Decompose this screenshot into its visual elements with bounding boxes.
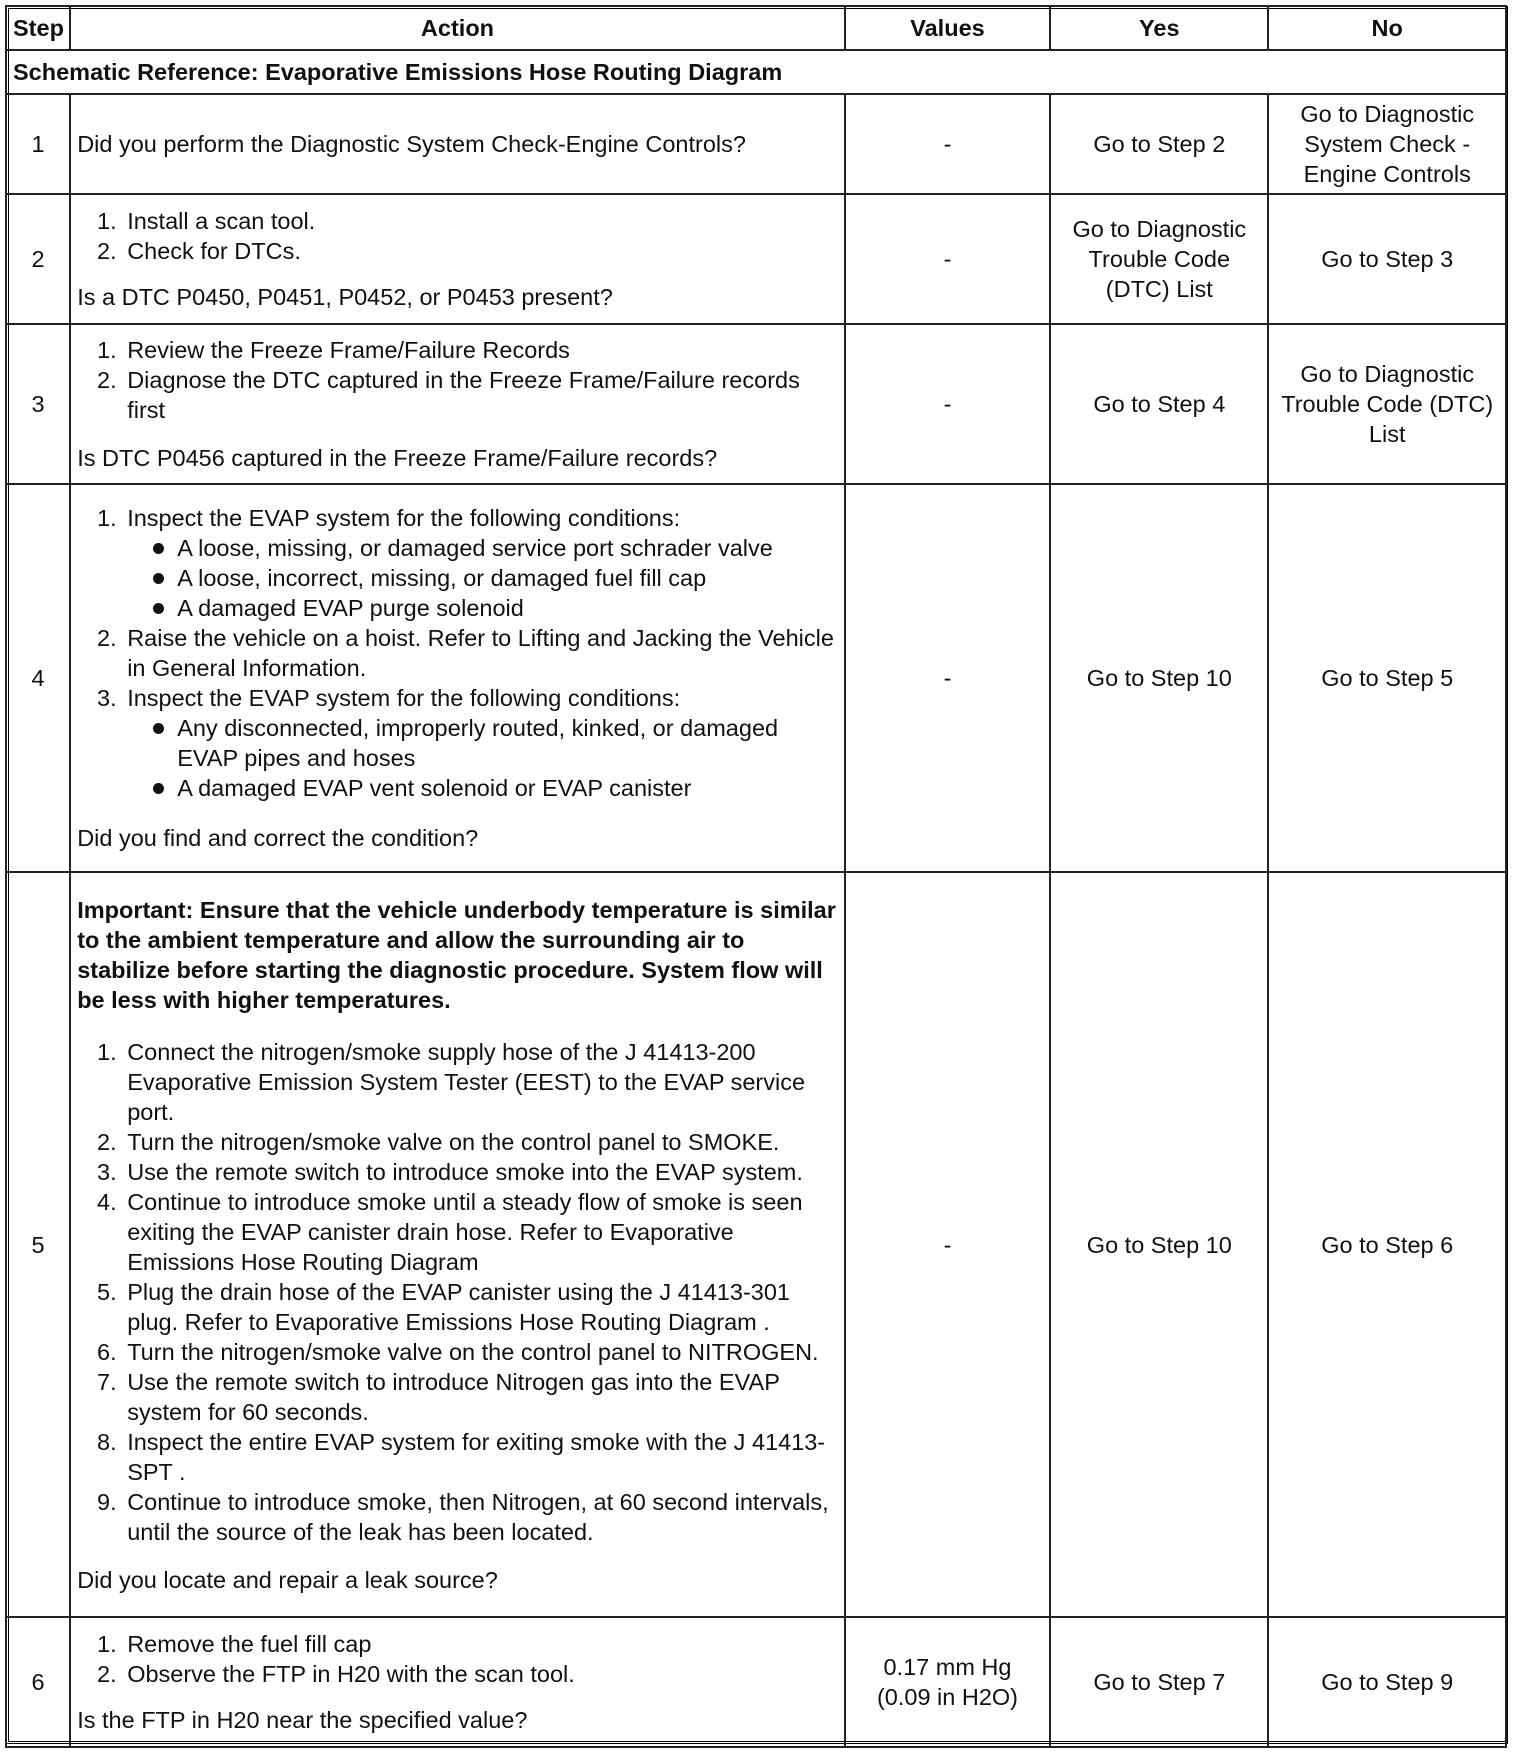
values-cell: - bbox=[845, 872, 1050, 1617]
yes-cell: Go to Step 7 bbox=[1050, 1617, 1268, 1747]
value-line: (0.09 in H2O) bbox=[876, 1684, 1019, 1710]
action-step: 2. Raise the vehicle on a hoist. Refer to Lifting and Jacking the Vehicle in General Information. bbox=[123, 623, 838, 683]
yes-cell: Go to Step 10 bbox=[1050, 484, 1268, 872]
action-question: Is the FTP in H20 near the specified value? bbox=[77, 1707, 528, 1733]
no-cell: Go to Step 6 bbox=[1268, 872, 1506, 1617]
action-steps bbox=[77, 503, 838, 803]
table-row bbox=[6, 324, 1506, 484]
action-cell bbox=[70, 194, 845, 324]
no-cell: Go to Diagnostic Trouble Code (DTC) List bbox=[1268, 324, 1506, 484]
action-step: 1. Remove the fuel fill cap bbox=[123, 1629, 838, 1659]
header-values: Values bbox=[845, 6, 1050, 50]
header-no: No bbox=[1268, 6, 1506, 50]
action-step: 2. Diagnose the DTC captured in the Freeze Frame/Failure records first bbox=[123, 365, 838, 425]
action-step: 9. Continue to introduce smoke, then Nitrogen, at 60 second intervals, until the source of the leak has been located. bbox=[123, 1487, 838, 1547]
no-cell: Go to Step 9 bbox=[1268, 1617, 1506, 1747]
action-step bbox=[123, 503, 838, 623]
table-row bbox=[6, 94, 1506, 194]
step-number: 2 bbox=[6, 194, 70, 324]
values-cell bbox=[845, 1617, 1050, 1747]
action-step: 6. Turn the nitrogen/smoke valve on the control panel to NITROGEN. bbox=[123, 1337, 838, 1367]
header-row bbox=[6, 6, 1506, 50]
values-cell: - bbox=[845, 94, 1050, 194]
action-step: 3. Use the remote switch to introduce smoke into the EVAP system. bbox=[123, 1157, 838, 1187]
action-step: 7. Use the remote switch to introduce Nitrogen gas into the EVAP system for 60 seconds. bbox=[123, 1367, 838, 1427]
action-cell bbox=[70, 484, 845, 872]
action-question: Did you locate and repair a leak source? bbox=[77, 1566, 498, 1593]
condition-item: A loose, missing, or damaged service port schrader valve bbox=[173, 533, 838, 563]
action-step bbox=[123, 683, 838, 803]
action-cell bbox=[70, 324, 845, 484]
table-row bbox=[6, 872, 1506, 1617]
diagnostic-table bbox=[5, 5, 1507, 1748]
values-cell: - bbox=[845, 324, 1050, 484]
step-number: 5 bbox=[6, 872, 70, 1617]
header-action: Action bbox=[70, 6, 845, 50]
header-step: Step bbox=[6, 6, 70, 50]
step-number: 4 bbox=[6, 484, 70, 872]
no-cell: Go to Step 5 bbox=[1268, 484, 1506, 872]
no-cell: Go to Step 3 bbox=[1268, 194, 1506, 324]
condition-list bbox=[127, 713, 838, 803]
action-step: 5. Plug the drain hose of the EVAP canister using the J 41413-301 plug. Refer to Evaporative Emissions Hose Routing Diagram . bbox=[123, 1277, 838, 1337]
condition-item: A damaged EVAP purge solenoid bbox=[173, 593, 838, 623]
action-question: Is DTC P0456 captured in the Freeze Frame/Failure records? bbox=[77, 445, 718, 471]
step-number: 3 bbox=[6, 324, 70, 484]
action-step: 4. Continue to introduce smoke until a steady flow of smoke is seen exiting the EVAP canister drain hose. Refer to Evaporative Emissions Hose Routing Diagram bbox=[123, 1187, 838, 1277]
yes-cell: Go to Step 10 bbox=[1050, 872, 1268, 1617]
action-step-text: Inspect the EVAP system for the following conditions: bbox=[127, 685, 681, 711]
schematic-reference-row bbox=[6, 50, 1506, 94]
condition-item: A damaged EVAP vent solenoid or EVAP canister bbox=[173, 773, 838, 803]
step-number: 6 bbox=[6, 1617, 70, 1747]
condition-item: Any disconnected, improperly routed, kinked, or damaged EVAP pipes and hoses bbox=[173, 713, 838, 773]
action-question: Did you find and correct the condition? bbox=[77, 825, 479, 851]
header-yes: Yes bbox=[1050, 6, 1268, 50]
action-steps bbox=[77, 335, 838, 425]
action-cell bbox=[70, 94, 845, 194]
action-step: 8. Inspect the entire EVAP system for exiting smoke with the J 41413-SPT . bbox=[123, 1427, 838, 1487]
condition-list bbox=[127, 533, 838, 623]
no-cell: Go to Diagnostic System Check - Engine Controls bbox=[1268, 94, 1506, 194]
schematic-reference: Schematic Reference: Evaporative Emissions Hose Routing Diagram bbox=[6, 50, 1506, 94]
values-cell: - bbox=[845, 194, 1050, 324]
action-steps bbox=[77, 1629, 838, 1689]
action-steps bbox=[77, 1037, 838, 1547]
yes-cell: Go to Step 2 bbox=[1050, 94, 1268, 194]
yes-cell: Go to Diagnostic Trouble Code (DTC) List bbox=[1050, 194, 1268, 324]
action-step: 2. Check for DTCs. bbox=[123, 236, 838, 266]
action-step: 2. Observe the FTP in H20 with the scan tool. bbox=[123, 1659, 838, 1689]
action-question: Is a DTC P0450, P0451, P0452, or P0453 present? bbox=[77, 284, 613, 310]
step-number: 1 bbox=[6, 94, 70, 194]
action-steps bbox=[77, 206, 838, 266]
values-cell: - bbox=[845, 484, 1050, 872]
value-line: 0.17 mm Hg bbox=[883, 1654, 1012, 1680]
condition-item: A loose, incorrect, missing, or damaged fuel fill cap bbox=[173, 563, 838, 593]
important-note: Important: Ensure that the vehicle underbody temperature is similar to the ambient temperature and allow the surrounding air to stabilize before starting the diagnostic procedure. System flow will be less with higher temperatures. bbox=[77, 896, 836, 1013]
yes-cell: Go to Step 4 bbox=[1050, 324, 1268, 484]
action-step: 2. Turn the nitrogen/smoke valve on the control panel to SMOKE. bbox=[123, 1127, 838, 1157]
table-row bbox=[6, 484, 1506, 872]
action-step-text: Inspect the EVAP system for the following conditions: bbox=[127, 505, 681, 531]
action-cell bbox=[70, 1617, 845, 1747]
action-question: Did you perform the Diagnostic System Check-Engine Controls? bbox=[77, 131, 746, 157]
action-step: 1. Install a scan tool. bbox=[123, 206, 838, 236]
table-row bbox=[6, 194, 1506, 324]
action-cell bbox=[70, 872, 845, 1617]
table-row bbox=[6, 1617, 1506, 1747]
action-step: 1. Connect the nitrogen/smoke supply hose of the J 41413-200 Evaporative Emission System Tester (EEST) to the EVAP service port. bbox=[123, 1037, 838, 1127]
action-step: 1. Review the Freeze Frame/Failure Records bbox=[123, 335, 838, 365]
